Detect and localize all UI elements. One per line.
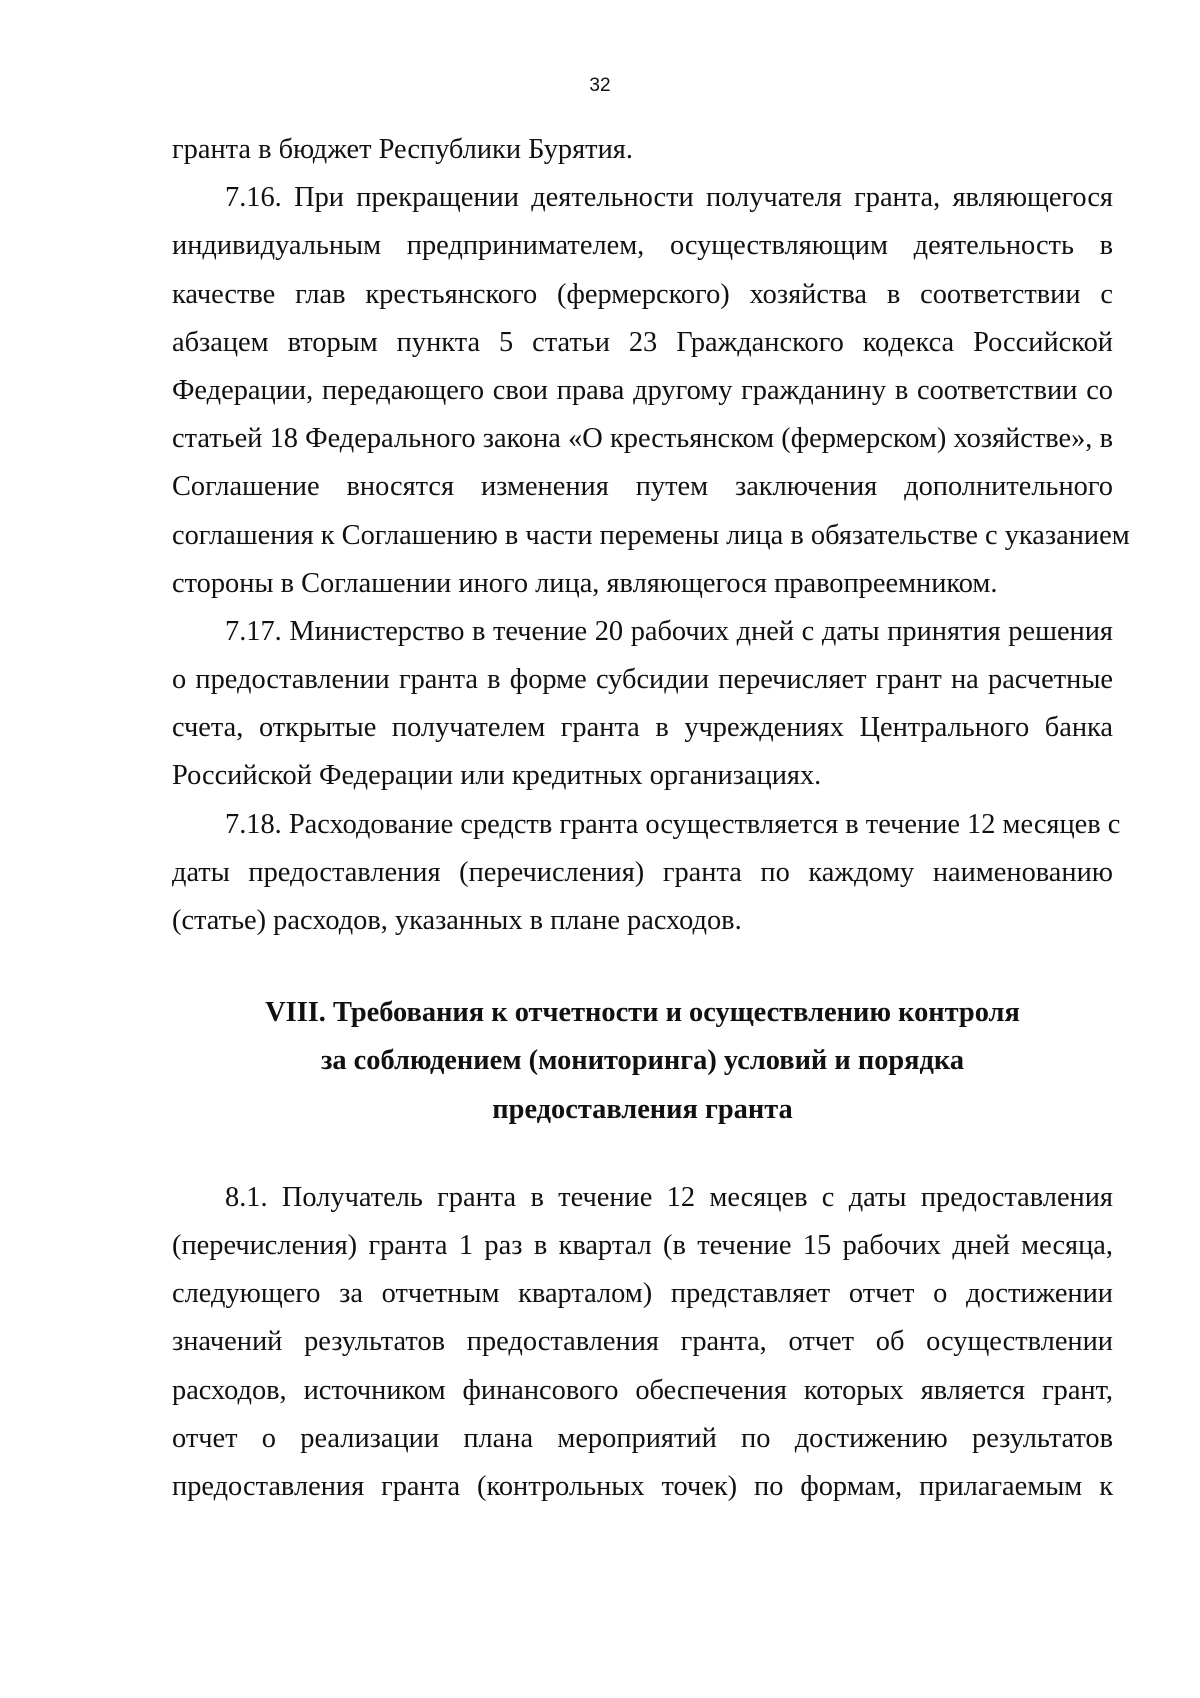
text-line: (перечисления) гранта 1 раз в квартал (в течение 15 рабочих дней месяца, bbox=[172, 1229, 1113, 1261]
text-line: Российской Федерации или кредитных организациях. bbox=[172, 760, 822, 792]
page-number: 32 bbox=[589, 75, 611, 96]
text-line: значений результатов предоставления гранта, отчет об осуществлении bbox=[172, 1326, 1113, 1358]
text-line: следующего за отчетным кварталом) представляет отчет о достижении bbox=[172, 1278, 1113, 1310]
section-heading-line: за соблюдением (мониторинга) условий и порядка bbox=[320, 1045, 965, 1077]
paragraph-7-16-line: 7.16. При прекращении деятельности получателя гранта, являющегося bbox=[225, 182, 1113, 214]
text-line: стороны в Соглашении иного лица, являющегося правопреемником. bbox=[172, 567, 998, 599]
heading-spacer bbox=[172, 1134, 1113, 1174]
text-line: индивидуальным предпринимателем, осуществляющим деятельность в bbox=[172, 230, 1113, 262]
text-line: предоставления гранта (контрольных точек) по формам, прилагаемым к bbox=[172, 1470, 1113, 1502]
document-body bbox=[172, 126, 1130, 1511]
text-line: (статье) расходов, указанных в плане расходов. bbox=[172, 905, 742, 936]
text-line: счета, открытые получателем гранта в учреждениях Центрального банка bbox=[172, 712, 1113, 744]
text-line: гранта в бюджет Республики Бурятия. bbox=[172, 134, 633, 165]
text-line: качестве глав крестьянского (фермерского) хозяйства в соответствии с bbox=[172, 278, 1113, 310]
section-heading-line: предоставления гранта bbox=[492, 1093, 793, 1125]
paragraph-7-18-line: 7.18. Расходование средств гранта осуществляется в течение 12 месяцев с bbox=[225, 808, 1121, 840]
text-line: статьей 18 Федерального закона «О крестьянском (фермерском) хозяйстве», в bbox=[172, 423, 1113, 455]
text-line: даты предоставления (перечисления) гранта по каждому наименованию bbox=[172, 856, 1113, 888]
paragraph-8-1-line: 8.1. Получатель гранта в течение 12 месяцев с даты предоставления bbox=[225, 1181, 1113, 1213]
text-line: отчет о реализации плана мероприятий по достижению результатов bbox=[172, 1422, 1113, 1454]
paragraph-7-17-line: 7.17. Министерство в течение 20 рабочих дней с даты принятия решения bbox=[225, 615, 1113, 647]
text-line: соглашения к Соглашению в части перемены лица в обязательстве с указанием bbox=[172, 519, 1130, 551]
text-line: о предоставлении гранта в форме субсидии перечисляет грант на расчетные bbox=[172, 664, 1113, 696]
text-line: Федерации, передающего свои права другому гражданину в соответствии со bbox=[172, 374, 1113, 406]
section-spacer bbox=[172, 945, 1113, 989]
text-line: Соглашение вносятся изменения путем заключения дополнительного bbox=[172, 471, 1113, 503]
text-line: расходов, источником финансового обеспечения которых является грант, bbox=[172, 1374, 1113, 1406]
section-heading-line: VIII. Требования к отчетности и осуществлению контроля bbox=[265, 997, 1020, 1029]
text-line: абзацем вторым пункта 5 статьи 23 Гражданского кодекса Российской bbox=[172, 326, 1113, 358]
